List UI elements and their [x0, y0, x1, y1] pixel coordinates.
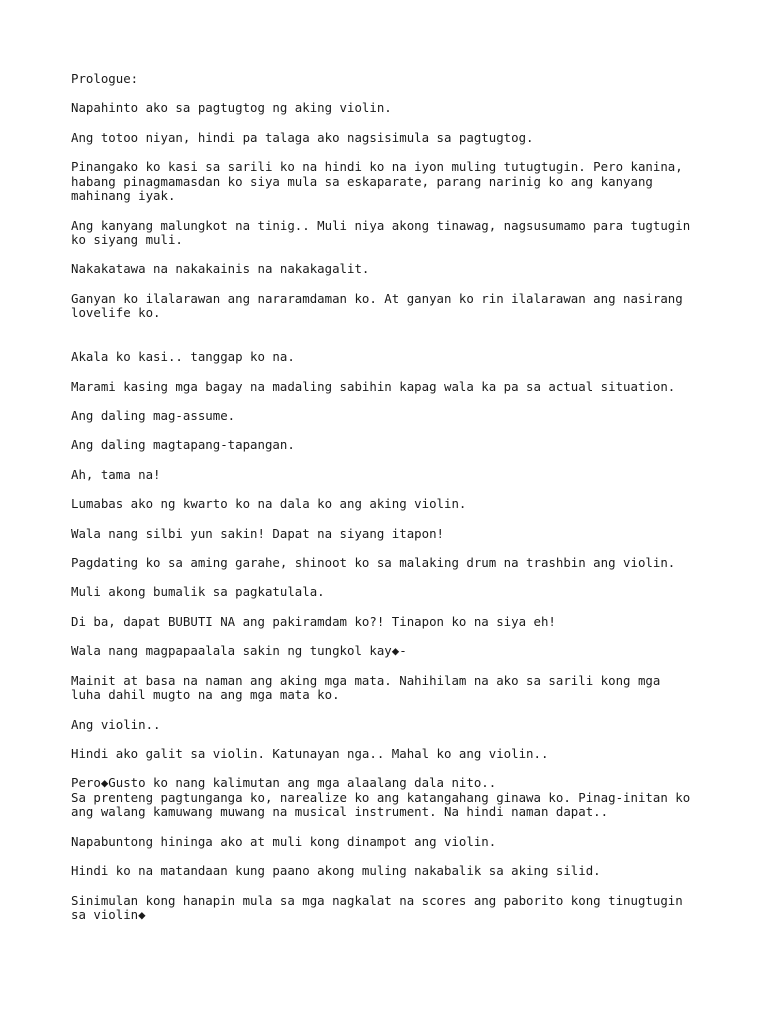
paragraph-line: Napahinto ako sa pagtugtog ng aking violin.	[71, 100, 392, 115]
paragraph-line: Muli akong bumalik sa pagkatulala.	[71, 584, 325, 599]
paragraph-line: Nakakatawa na nakakainis na nakakagalit.	[71, 261, 370, 276]
paragraph-line: Di ba, dapat BUBUTI NA ang pakiramdam ko?! Tinapon ko na siya eh!	[71, 614, 556, 629]
document-page	[71, 0, 731, 922]
paragraph-line: Ang daling mag-assume.	[71, 408, 236, 423]
paragraph-line: ang walang kamuwang muwang na musical instrument. Na hindi naman dapat..	[71, 804, 609, 819]
paragraph-line: Hindi ko na matandaan kung paano akong muling nakabalik sa aking silid.	[71, 863, 601, 878]
paragraph-line: Wala nang silbi yun sakin! Dapat na siyang itapon!	[71, 526, 444, 541]
paragraph-line: sa violin◆	[71, 907, 146, 922]
paragraph-line: Ang daling magtapang-tapangan.	[71, 437, 295, 452]
paragraph-line: luha dahil mugto na ang mga mata ko.	[71, 687, 340, 702]
paragraph-line: lovelife ko.	[71, 305, 161, 320]
paragraph-line: Pinangako ko kasi sa sarili ko na hindi ko na iyon muling tutugtugin. Pero kanina,	[71, 159, 683, 174]
paragraph-line: habang pinagmamasdan ko siya mula sa eskaparate, parang narinig ko ang kanyang	[71, 174, 653, 189]
paragraph-line: Mainit at basa na naman ang aking mga mata. Nahihilam na ako sa sarili kong mga	[71, 673, 661, 688]
paragraph-line: Ang violin..	[71, 717, 161, 732]
paragraph-line: Napabuntong hininga ako at muli kong dinampot ang violin.	[71, 834, 497, 849]
paragraph-line: Pero◆Gusto ko nang kalimutan ang mga alaalang dala nito..	[71, 775, 497, 790]
paragraph-line: Akala ko kasi.. tanggap ko na.	[71, 349, 295, 364]
paragraph-line: Wala nang magpapaalala sakin ng tungkol kay◆-	[71, 643, 407, 658]
document-title: Prologue:	[71, 71, 139, 86]
paragraph-line: Ang totoo niyan, hindi pa talaga ako nagsisimula sa pagtugtog.	[71, 130, 534, 145]
paragraph-line: Ah, tama na!	[71, 467, 161, 482]
paragraph-line: Lumabas ako ng kwarto ko na dala ko ang aking violin.	[71, 496, 467, 511]
paragraph-line: Pagdating ko sa aming garahe, shinoot ko sa malaking drum na trashbin ang violin.	[71, 555, 676, 570]
paragraph-line: Sa prenteng pagtunganga ko, narealize ko ang katangahang ginawa ko. Pinag-initan ko	[71, 790, 691, 805]
paragraph-line: ko siyang muli.	[71, 232, 183, 247]
paragraph-line: Ang kanyang malungkot na tinig.. Muli niya akong tinawag, nagsusumamo para tugtugin	[71, 218, 691, 233]
paragraph-line: Ganyan ko ilalarawan ang nararamdaman ko. At ganyan ko rin ilalarawan ang nasirang	[71, 291, 683, 306]
paragraph-line: Marami kasing mga bagay na madaling sabihin kapag wala ka pa sa actual situation.	[71, 379, 676, 394]
paragraph-line: Sinimulan kong hanapin mula sa mga nagkalat na scores ang paborito kong tinugtugin	[71, 893, 683, 908]
paragraph-line: Hindi ako galit sa violin. Katunayan nga.. Mahal ko ang violin..	[71, 746, 549, 761]
paragraph-line: mahinang iyak.	[71, 188, 176, 203]
